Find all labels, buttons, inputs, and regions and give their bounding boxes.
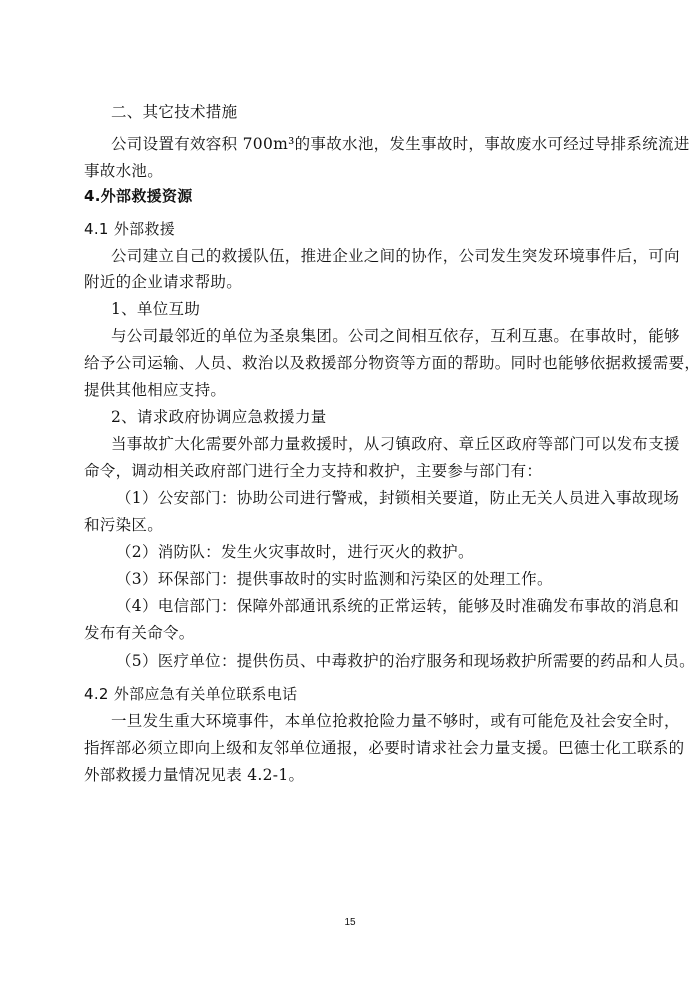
paragraph-line: 外部救援力量情况见表 4.2-1。 bbox=[84, 766, 305, 784]
list-item: （2）消防队：发生火灾事故时，进行灭火的救护。 bbox=[116, 543, 474, 561]
paragraph-line: 当事故扩大化需要外部力量救援时，从刁镇政府、章丘区政府等部门可以发布支援 bbox=[111, 435, 680, 453]
heading-4: 4.外部救援资源 bbox=[84, 187, 193, 205]
list-item: 发布有关命令。 bbox=[84, 624, 195, 642]
paragraph-line: 与公司最邻近的单位为圣泉集团。公司之间相互依存，互利互惠。在事故时，能够 bbox=[111, 327, 680, 345]
page-number: 15 bbox=[344, 917, 356, 928]
list-item: 和污染区。 bbox=[84, 516, 164, 534]
paragraph-line: 提供其他相应支持。 bbox=[84, 381, 227, 399]
list-item: （4）电信部门：保障外部通讯系统的正常运转，能够及时准确发布事故的消息和 bbox=[116, 597, 680, 615]
list-item: （5）医疗单位：提供伤员、中毒救护的治疗服务和现场救护所需要的药品和人员。 bbox=[116, 652, 695, 670]
paragraph-line: 公司建立自己的救援队伍，推进企业之间的协作，公司发生突发环境事件后，可向 bbox=[111, 247, 680, 265]
paragraph-line: 公司设置有效容积 700m³的事故水池，发生事故时，事故废水可经过导排系统流进 bbox=[111, 135, 690, 153]
paragraph-line: 命令，调动相关政府部门进行全力支持和救护，主要参与部门有： bbox=[84, 462, 543, 480]
section-title-other-measures: 二、其它技术措施 bbox=[111, 103, 238, 121]
paragraph-line: 指挥部必须立即向上级和友邻单位通报，必要时请求社会力量支援。巴德士化工联系的 bbox=[84, 739, 685, 757]
heading-4-2: 4.2 外部应急有关单位联系电话 bbox=[84, 685, 298, 703]
paragraph-line: 给予公司运输、人员、救治以及救援部分物资等方面的帮助。同时也能够依据救援需要， bbox=[84, 354, 700, 372]
paragraph-line: 一旦发生重大环境事件，本单位抢救抢险力量不够时，或有可能危及社会安全时， bbox=[111, 712, 680, 730]
list-item: （3）环保部门：提供事故时的实时监测和污染区的处理工作。 bbox=[116, 570, 553, 588]
paragraph-line: 事故水池。 bbox=[84, 162, 164, 180]
heading-4-1: 4.1 外部救援 bbox=[84, 220, 176, 238]
paragraph-line: 附近的企业请求帮助。 bbox=[84, 273, 243, 291]
subsection-title-government-support: 2、请求政府协调应急救援力量 bbox=[111, 408, 327, 426]
subsection-title-mutual-aid: 1、单位互助 bbox=[111, 300, 201, 318]
list-item: （1）公安部门：协助公司进行警戒，封锁相关要道，防止无关人员进入事故现场 bbox=[116, 489, 680, 507]
